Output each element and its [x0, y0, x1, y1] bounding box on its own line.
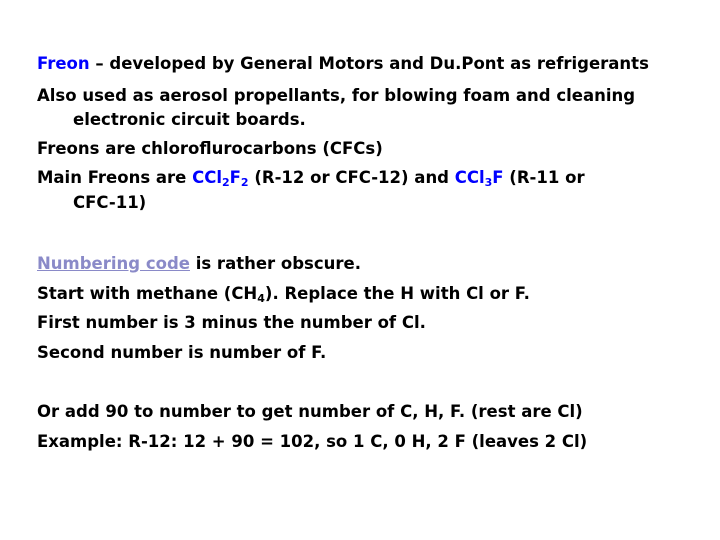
formula-ccl3f-part-ccl: CCl [454, 168, 485, 187]
second-number-line: Second number is number of F. [37, 343, 327, 362]
example-line: Example: R-12: 12 + 90 = 102, so 1 C, 0 H, 2 F (leaves 2 Cl) [37, 432, 588, 451]
main-freons-suffix: (R-11 or [503, 168, 585, 187]
formula-ccl2f2 [192, 168, 248, 187]
methane-subscript: 4 [257, 292, 265, 305]
cfc-definition-line: Freons are chloroflurocarbons (CFCs) [37, 139, 383, 158]
numbering-code-link[interactable]: Numbering code [37, 254, 190, 273]
main-freons-continuation: CFC-11) [73, 193, 147, 212]
formula-ccl3f-sub-cl: 3 [484, 176, 493, 189]
formula-ccl2f2-part-f: F [229, 168, 241, 187]
main-freons-middle: (R-12 or CFC-12) and [248, 168, 455, 187]
freon-intro-line [37, 52, 649, 76]
formula-ccl2f2-part-ccl: CCl [192, 168, 222, 187]
formula-ccl3f [455, 168, 504, 187]
numbering-code-line [37, 252, 361, 276]
formula-ccl2f2-sub-f: 2 [240, 176, 249, 189]
methane-line [37, 282, 530, 306]
methane-prefix: Start with methane (CH [37, 284, 258, 303]
first-number-line: First number is 3 minus the number of Cl. [37, 313, 426, 332]
aerosol-uses-continuation: electronic circuit boards. [73, 110, 306, 129]
add-90-line: Or add 90 to number to get number of C, H, F. (rest are Cl) [37, 402, 583, 421]
formula-ccl3f-part-f: F [492, 168, 504, 187]
freon-intro-text: – developed by General Motors and Du.Pont as refrigerants [89, 54, 649, 73]
main-freons-line [37, 166, 585, 190]
freon-term: Freon [37, 54, 90, 73]
numbering-code-text: is rather obscure. [189, 254, 362, 273]
main-freons-prefix: Main Freons are [37, 168, 193, 187]
formula-ccl2f2-sub-cl: 2 [221, 176, 230, 189]
aerosol-uses-line: Also used as aerosol propellants, for blowing foam and cleaning [37, 86, 636, 105]
methane-suffix: ). Replace the H with Cl or F. [264, 284, 530, 303]
